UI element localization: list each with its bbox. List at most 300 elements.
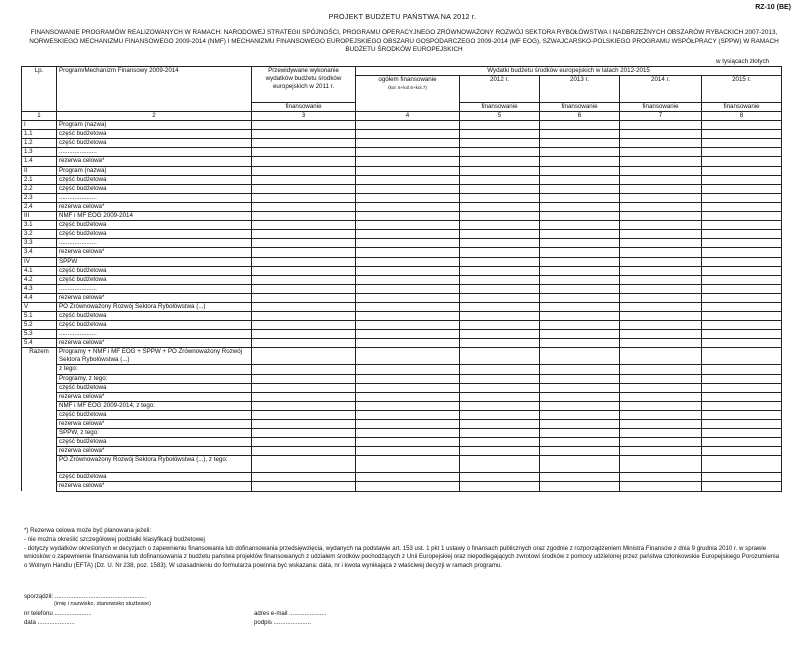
row-value-col6 bbox=[540, 257, 620, 266]
row-lp: 5.1 bbox=[22, 312, 57, 321]
row-value-col3 bbox=[252, 312, 356, 321]
razem-value-col3 bbox=[252, 374, 356, 383]
header-fin-3: finansowanie bbox=[252, 102, 356, 111]
row-value-col8 bbox=[702, 121, 782, 130]
razem-value-col3 bbox=[252, 383, 356, 392]
row-value-col5 bbox=[460, 266, 540, 275]
row-lp: 3.1 bbox=[22, 221, 57, 230]
razem-value-col6 bbox=[540, 392, 620, 401]
razem-value-col4 bbox=[356, 429, 460, 438]
table-row bbox=[22, 248, 782, 257]
header-col4 bbox=[356, 76, 460, 112]
razem-value-col8 bbox=[702, 420, 782, 429]
row-value-col6 bbox=[540, 121, 620, 130]
row-value-col7 bbox=[620, 257, 702, 266]
row-value-col5 bbox=[460, 302, 540, 311]
row-value-col5 bbox=[460, 184, 540, 193]
column-number-5: 5 bbox=[460, 112, 540, 121]
row-value-col7 bbox=[620, 302, 702, 311]
razem-value-col6 bbox=[540, 429, 620, 438]
razem-value-col5 bbox=[460, 473, 540, 482]
razem-value-col4 bbox=[356, 482, 460, 491]
row-program: część budżetowa bbox=[57, 130, 252, 139]
row-value-col5 bbox=[460, 212, 540, 221]
row-value-col6 bbox=[540, 221, 620, 230]
table-row bbox=[22, 257, 782, 266]
header-2014: 2014 r. bbox=[620, 76, 702, 103]
row-value-col4 bbox=[356, 130, 460, 139]
razem-value-col6 bbox=[540, 447, 620, 456]
razem-value-col7 bbox=[620, 392, 702, 401]
row-value-col8 bbox=[702, 139, 782, 148]
row-value-col5 bbox=[460, 230, 540, 239]
row-value-col4 bbox=[356, 248, 460, 257]
row-value-col6 bbox=[540, 184, 620, 193]
row-value-col3 bbox=[252, 166, 356, 175]
razem-program: PO Zrównoważony Rozwój Sektora Rybołówstwa (...), z tego: bbox=[57, 456, 252, 473]
razem-value-col3 bbox=[252, 482, 356, 491]
razem-value-col5 bbox=[460, 365, 540, 374]
row-value-col7 bbox=[620, 130, 702, 139]
razem-value-col4 bbox=[356, 383, 460, 392]
row-program: część budżetowa bbox=[57, 139, 252, 148]
row-lp: V bbox=[22, 302, 57, 311]
column-number-4: 4 bbox=[356, 112, 460, 121]
razem-value-col7 bbox=[620, 429, 702, 438]
row-lp: III bbox=[22, 212, 57, 221]
razem-value-col4 bbox=[356, 410, 460, 419]
razem-value-col7 bbox=[620, 383, 702, 392]
row-value-col3 bbox=[252, 230, 356, 239]
header-fin-7: finansowanie bbox=[620, 102, 702, 111]
row-value-col7 bbox=[620, 175, 702, 184]
row-value-col8 bbox=[702, 184, 782, 193]
row-value-col4 bbox=[356, 312, 460, 321]
row-value-col7 bbox=[620, 266, 702, 275]
row-value-col3 bbox=[252, 284, 356, 293]
row-value-col5 bbox=[460, 193, 540, 202]
table-row bbox=[22, 321, 782, 330]
row-value-col6 bbox=[540, 202, 620, 211]
row-value-col8 bbox=[702, 293, 782, 302]
razem-value-col7 bbox=[620, 420, 702, 429]
razem-value-col6 bbox=[540, 348, 620, 365]
razem-value-col5 bbox=[460, 420, 540, 429]
row-value-col3 bbox=[252, 339, 356, 348]
row-value-col8 bbox=[702, 284, 782, 293]
razem-value-col3 bbox=[252, 438, 356, 447]
table-row bbox=[22, 139, 782, 148]
prepared-by-hint: (imię i nazwisko, stanowisko służbowe) bbox=[54, 601, 151, 607]
row-value-col8 bbox=[702, 248, 782, 257]
row-program: część budżetowa bbox=[57, 175, 252, 184]
razem-value-col8 bbox=[702, 438, 782, 447]
razem-value-col5 bbox=[460, 456, 540, 473]
razem-value-col5 bbox=[460, 438, 540, 447]
table-row bbox=[22, 239, 782, 248]
table-row bbox=[22, 121, 782, 130]
date-field: data ...................... bbox=[24, 619, 75, 626]
razem-program: NMF i MF EOG 2009-2014, z tego: bbox=[57, 401, 252, 410]
table-row bbox=[22, 148, 782, 157]
razem-value-col5 bbox=[460, 374, 540, 383]
razem-value-col7 bbox=[620, 348, 702, 365]
razem-value-col6 bbox=[540, 438, 620, 447]
razem-row bbox=[22, 447, 782, 456]
header-col3: Przewidywane wykonanie wydatków budżetu środków europejskich w 2011 r. bbox=[252, 67, 356, 103]
razem-value-col4 bbox=[356, 420, 460, 429]
row-value-col6 bbox=[540, 193, 620, 202]
row-lp: 2.3 bbox=[22, 193, 57, 202]
row-value-col6 bbox=[540, 166, 620, 175]
row-lp: 5.2 bbox=[22, 321, 57, 330]
row-value-col5 bbox=[460, 321, 540, 330]
row-value-col4 bbox=[356, 321, 460, 330]
row-value-col8 bbox=[702, 212, 782, 221]
row-value-col6 bbox=[540, 293, 620, 302]
razem-row bbox=[22, 456, 782, 473]
razem-program: rezerwa celowa* bbox=[57, 447, 252, 456]
row-lp: 5.4 bbox=[22, 339, 57, 348]
row-value-col3 bbox=[252, 175, 356, 184]
razem-value-col8 bbox=[702, 429, 782, 438]
header-col4-label: ogółem finansowanie bbox=[378, 76, 437, 84]
column-number-7: 7 bbox=[620, 112, 702, 121]
razem-program: Programy + NMF i MF EOG + SPPW + PO Zrównoważony Rozwój Sektora Rybołówstwa (...) bbox=[57, 348, 252, 365]
row-value-col5 bbox=[460, 284, 540, 293]
row-value-col3 bbox=[252, 257, 356, 266]
table-row bbox=[22, 330, 782, 339]
razem-value-col4 bbox=[356, 348, 460, 365]
razem-value-col3 bbox=[252, 365, 356, 374]
row-program: część budżetowa bbox=[57, 266, 252, 275]
razem-value-col4 bbox=[356, 392, 460, 401]
form-code: RZ-10 (BE) bbox=[755, 4, 791, 11]
row-lp: 1.3 bbox=[22, 148, 57, 157]
row-value-col5 bbox=[460, 175, 540, 184]
row-value-col7 bbox=[620, 321, 702, 330]
row-value-col8 bbox=[702, 157, 782, 166]
table-row bbox=[22, 275, 782, 284]
row-value-col5 bbox=[460, 139, 540, 148]
row-value-col8 bbox=[702, 302, 782, 311]
razem-value-col7 bbox=[620, 401, 702, 410]
razem-row bbox=[22, 365, 782, 374]
razem-value-col3 bbox=[252, 429, 356, 438]
row-value-col7 bbox=[620, 139, 702, 148]
row-value-col4 bbox=[356, 230, 460, 239]
column-number-6: 6 bbox=[540, 112, 620, 121]
razem-value-col8 bbox=[702, 473, 782, 482]
row-program: część budżetowa bbox=[57, 275, 252, 284]
row-value-col4 bbox=[356, 157, 460, 166]
header-program: Program/Mechanizm Finansowy 2009-2014 bbox=[57, 67, 252, 112]
row-value-col5 bbox=[460, 239, 540, 248]
row-value-col5 bbox=[460, 148, 540, 157]
razem-row bbox=[22, 374, 782, 383]
razem-value-col6 bbox=[540, 410, 620, 419]
row-program: część budżetowa bbox=[57, 221, 252, 230]
email-field: adres e-mail ...................... bbox=[254, 610, 327, 617]
unit-label: w tysiącach złotych bbox=[716, 58, 769, 65]
row-lp: 2.1 bbox=[22, 175, 57, 184]
row-value-col4 bbox=[356, 275, 460, 284]
table-row bbox=[22, 302, 782, 311]
razem-program: część budżetowa bbox=[57, 383, 252, 392]
razem-value-col8 bbox=[702, 482, 782, 491]
row-program: ...................... bbox=[57, 193, 252, 202]
row-value-col3 bbox=[252, 330, 356, 339]
table-row bbox=[22, 266, 782, 275]
row-value-col7 bbox=[620, 202, 702, 211]
razem-value-col4 bbox=[356, 456, 460, 473]
phone-field: nr telefonu ...................... bbox=[24, 610, 92, 617]
row-value-col4 bbox=[356, 184, 460, 193]
row-value-col8 bbox=[702, 239, 782, 248]
row-value-col4 bbox=[356, 339, 460, 348]
razem-value-col6 bbox=[540, 374, 620, 383]
row-value-col8 bbox=[702, 330, 782, 339]
razem-program: część budżetowa bbox=[57, 473, 252, 482]
header-2013: 2013 r. bbox=[540, 76, 620, 103]
row-value-col3 bbox=[252, 184, 356, 193]
row-value-col4 bbox=[356, 121, 460, 130]
row-value-col5 bbox=[460, 202, 540, 211]
razem-value-col8 bbox=[702, 401, 782, 410]
row-value-col8 bbox=[702, 275, 782, 284]
row-value-col6 bbox=[540, 139, 620, 148]
razem-value-col8 bbox=[702, 365, 782, 374]
row-lp: 3.2 bbox=[22, 230, 57, 239]
row-value-col7 bbox=[620, 284, 702, 293]
row-value-col4 bbox=[356, 293, 460, 302]
row-value-col4 bbox=[356, 266, 460, 275]
row-lp: 3.4 bbox=[22, 248, 57, 257]
table-row bbox=[22, 166, 782, 175]
table-row bbox=[22, 184, 782, 193]
row-value-col3 bbox=[252, 275, 356, 284]
footnote-1: *) Rezerwa celowa może być planowana jeżeli: bbox=[24, 527, 152, 534]
row-lp: I bbox=[22, 121, 57, 130]
razem-value-col5 bbox=[460, 429, 540, 438]
table-row bbox=[22, 284, 782, 293]
razem-program: z tego: bbox=[57, 365, 252, 374]
row-value-col4 bbox=[356, 257, 460, 266]
prepared-by: sporządził: ...................................................... bbox=[24, 593, 147, 600]
razem-value-col8 bbox=[702, 456, 782, 473]
row-lp: 2.2 bbox=[22, 184, 57, 193]
row-program: rezerwa celowa* bbox=[57, 157, 252, 166]
column-number-8: 8 bbox=[702, 112, 782, 121]
razem-row bbox=[22, 401, 782, 410]
row-program: PO Zrównoważony Rozwój Sektora Rybołówstwa (...) bbox=[57, 302, 252, 311]
razem-value-col8 bbox=[702, 374, 782, 383]
razem-value-col8 bbox=[702, 348, 782, 365]
razem-program: rezerwa celowa* bbox=[57, 420, 252, 429]
table-row bbox=[22, 193, 782, 202]
razem-value-col3 bbox=[252, 410, 356, 419]
row-program: SPPW bbox=[57, 257, 252, 266]
row-value-col6 bbox=[540, 230, 620, 239]
header-group: Wydatki budżetu środków europejskich w latach 2012-2015 bbox=[356, 67, 782, 76]
row-program: część budżetowa bbox=[57, 312, 252, 321]
row-program: część budżetowa bbox=[57, 230, 252, 239]
row-lp: II bbox=[22, 166, 57, 175]
razem-value-col7 bbox=[620, 482, 702, 491]
razem-value-col5 bbox=[460, 348, 540, 365]
row-value-col5 bbox=[460, 130, 540, 139]
razem-value-col5 bbox=[460, 383, 540, 392]
razem-value-col3 bbox=[252, 420, 356, 429]
row-value-col4 bbox=[356, 239, 460, 248]
razem-row bbox=[22, 410, 782, 419]
row-program: Program (nazwa) bbox=[57, 166, 252, 175]
row-value-col7 bbox=[620, 184, 702, 193]
row-value-col3 bbox=[252, 302, 356, 311]
razem-value-col5 bbox=[460, 482, 540, 491]
header-fin-8: finansowanie bbox=[702, 102, 782, 111]
row-value-col7 bbox=[620, 293, 702, 302]
row-value-col8 bbox=[702, 130, 782, 139]
row-value-col7 bbox=[620, 193, 702, 202]
row-value-col7 bbox=[620, 148, 702, 157]
row-value-col8 bbox=[702, 257, 782, 266]
razem-value-col6 bbox=[540, 401, 620, 410]
razem-value-col8 bbox=[702, 447, 782, 456]
razem-value-col7 bbox=[620, 456, 702, 473]
row-value-col6 bbox=[540, 130, 620, 139]
row-value-col7 bbox=[620, 121, 702, 130]
table-row bbox=[22, 202, 782, 211]
row-lp: 1.2 bbox=[22, 139, 57, 148]
row-value-col3 bbox=[252, 239, 356, 248]
razem-row bbox=[22, 383, 782, 392]
row-value-col5 bbox=[460, 330, 540, 339]
row-value-col3 bbox=[252, 202, 356, 211]
razem-value-col6 bbox=[540, 473, 620, 482]
row-value-col7 bbox=[620, 330, 702, 339]
row-value-col6 bbox=[540, 266, 620, 275]
sign-field: podpis ...................... bbox=[254, 619, 311, 626]
razem-program: część budżetowa bbox=[57, 438, 252, 447]
razem-value-col6 bbox=[540, 482, 620, 491]
razem-row bbox=[22, 348, 782, 365]
budget-table bbox=[21, 66, 782, 492]
razem-value-col7 bbox=[620, 374, 702, 383]
row-value-col4 bbox=[356, 175, 460, 184]
row-value-col5 bbox=[460, 293, 540, 302]
row-value-col3 bbox=[252, 148, 356, 157]
razem-label: Razem bbox=[22, 348, 57, 491]
row-lp: 1.4 bbox=[22, 157, 57, 166]
row-program: ...................... bbox=[57, 330, 252, 339]
row-program: ...................... bbox=[57, 148, 252, 157]
table-row bbox=[22, 339, 782, 348]
footnote-3: - dotyczy wydatków określonych w decyzjach o zapewnieniu finansowania lub dofinansowania przedsięwzięcia, wydanych na podstawie art. 153 ust. 1 pkt 1 ustawy o finansach publicznych oraz zgodnie z rozporządzeniem Ministra Finansów z dnia 9 grudnia 2010 r. w sprawie wniosków o zapewnienie finansowania lub dofinansowania z budżetu państwa projektów finansowanych z udziałem środków pochodzących z Unii Europejskiej oraz niepodlegających zwrotowi środków z pomocy udzielonej przez państwa członkowskie Europejskiego Porozumienia o Wolnym Handlu (EFTA) (Dz. U. Nr 238, poz. 1583). W uzasadnieniu do formularza powinna być wskazana: data, nr i kwota wynikająca z właściwej decyzji w ramach programu. bbox=[24, 544, 780, 570]
row-value-col8 bbox=[702, 193, 782, 202]
row-value-col7 bbox=[620, 275, 702, 284]
row-value-col6 bbox=[540, 275, 620, 284]
page-title: PROJEKT BUDŻETU PAŃSTWA NA 2012 r. bbox=[328, 12, 477, 21]
row-value-col8 bbox=[702, 312, 782, 321]
row-lp: 4.4 bbox=[22, 293, 57, 302]
footnote-2: - nie można określić szczegółowej podziałki klasyfikacji budżetowej bbox=[24, 535, 205, 543]
razem-value-col7 bbox=[620, 473, 702, 482]
razem-value-col3 bbox=[252, 392, 356, 401]
row-value-col7 bbox=[620, 248, 702, 257]
column-number-1: 1 bbox=[22, 112, 57, 121]
row-value-col5 bbox=[460, 339, 540, 348]
row-program: rezerwa celowa* bbox=[57, 339, 252, 348]
column-number-3: 3 bbox=[252, 112, 356, 121]
row-value-col7 bbox=[620, 212, 702, 221]
row-value-col3 bbox=[252, 130, 356, 139]
row-value-col8 bbox=[702, 266, 782, 275]
header-fin-6: finansowanie bbox=[540, 102, 620, 111]
row-value-col6 bbox=[540, 302, 620, 311]
header-col4-note: (kol. 5+kol.6+kol.7) bbox=[388, 84, 427, 90]
row-value-col4 bbox=[356, 166, 460, 175]
row-lp: 4.2 bbox=[22, 275, 57, 284]
row-program: rezerwa celowa* bbox=[57, 293, 252, 302]
razem-row bbox=[22, 420, 782, 429]
razem-value-col8 bbox=[702, 392, 782, 401]
row-value-col3 bbox=[252, 212, 356, 221]
row-value-col3 bbox=[252, 139, 356, 148]
razem-value-col6 bbox=[540, 456, 620, 473]
row-value-col6 bbox=[540, 148, 620, 157]
header-2012: 2012 r. bbox=[460, 76, 540, 103]
razem-value-col7 bbox=[620, 438, 702, 447]
row-value-col3 bbox=[252, 248, 356, 257]
row-value-col7 bbox=[620, 230, 702, 239]
razem-program: rezerwa celowa* bbox=[57, 392, 252, 401]
row-value-col5 bbox=[460, 166, 540, 175]
page-subtitle: FINANSOWANIE PROGRAMÓW REALIZOWANYCH W RAMACH: NARODOWEJ STRATEGII SPÓJNOŚCI, PROGRAMU OPERACYJNEGO ZRÓWNOWAŻONY ROZWÓJ SEKTORA RYBOŁÓWSTWA I NADBRZEŻNYCH OBSZARÓW RYBACKICH 2007-2013, NORWESKIEGO MECHANIZMU FINANSOWEGO 2009-2014 (NMF) I MECHANIZMU FINANSOWEGO EUROPEJSKIEGO OBSZARU GOSPODARCZEGO 2009-2014 (MF EOG), SZWAJCARSKO-POLSKIEGO PROGRAMU WSPÓŁPRACY (SPPW) W RAMACH BUDŻETU ŚRODKÓW EUROPEJSKICH bbox=[29, 29, 779, 54]
footnotes bbox=[24, 527, 784, 571]
row-program: rezerwa celowa* bbox=[57, 202, 252, 211]
razem-value-col3 bbox=[252, 401, 356, 410]
row-value-col7 bbox=[620, 221, 702, 230]
row-value-col8 bbox=[702, 148, 782, 157]
row-program: rezerwa celowa* bbox=[57, 248, 252, 257]
row-value-col4 bbox=[356, 193, 460, 202]
row-value-col3 bbox=[252, 321, 356, 330]
razem-value-col6 bbox=[540, 383, 620, 392]
razem-row bbox=[22, 392, 782, 401]
row-program: część budżetowa bbox=[57, 184, 252, 193]
row-value-col7 bbox=[620, 312, 702, 321]
row-value-col4 bbox=[356, 139, 460, 148]
row-value-col3 bbox=[252, 157, 356, 166]
row-value-col5 bbox=[460, 121, 540, 130]
row-value-col8 bbox=[702, 202, 782, 211]
razem-value-col4 bbox=[356, 438, 460, 447]
razem-value-col8 bbox=[702, 383, 782, 392]
header-fin-5: finansowanie bbox=[460, 102, 540, 111]
row-lp: 2.4 bbox=[22, 202, 57, 211]
razem-value-col5 bbox=[460, 392, 540, 401]
row-value-col3 bbox=[252, 221, 356, 230]
row-value-col8 bbox=[702, 175, 782, 184]
razem-value-col3 bbox=[252, 473, 356, 482]
row-program: część budżetowa bbox=[57, 321, 252, 330]
table-row bbox=[22, 312, 782, 321]
row-value-col6 bbox=[540, 212, 620, 221]
table-row bbox=[22, 293, 782, 302]
razem-value-col7 bbox=[620, 447, 702, 456]
row-value-col6 bbox=[540, 248, 620, 257]
